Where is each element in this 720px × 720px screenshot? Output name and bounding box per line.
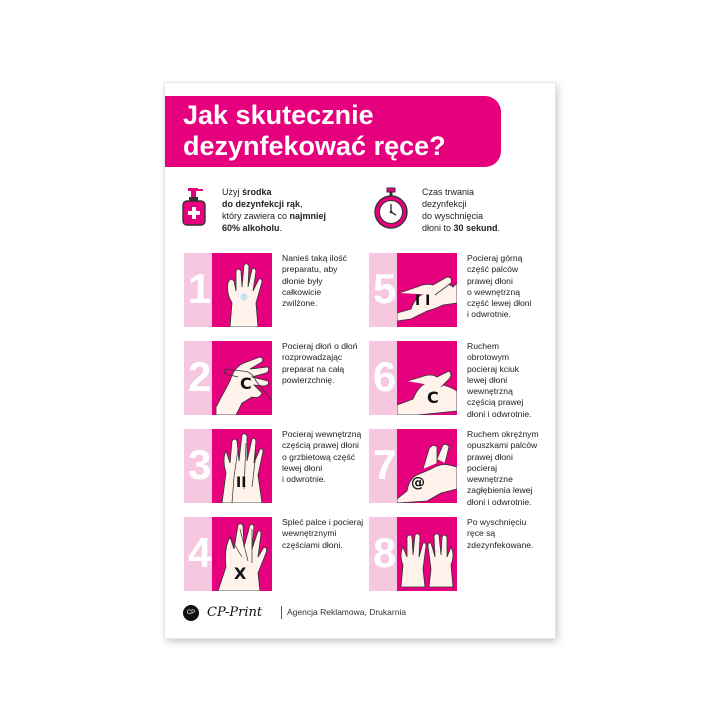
svg-text:X: X	[234, 564, 247, 583]
hand-illustration-3	[212, 429, 272, 503]
step-number: 1	[188, 265, 212, 312]
hand-illustration-1	[212, 253, 272, 327]
svg-text:II: II	[236, 475, 247, 491]
footer-divider	[281, 606, 282, 619]
step-number: 2	[188, 353, 212, 400]
step-5	[369, 253, 551, 329]
title-line-1: Jak skutecznie	[183, 100, 374, 130]
svg-text:I I: I I	[415, 293, 431, 309]
svg-text:C: C	[427, 388, 439, 407]
title-banner	[165, 96, 501, 167]
step-number-tile	[184, 429, 212, 503]
step-number-tile	[369, 341, 397, 415]
step-number: 3	[188, 441, 212, 488]
step-2	[184, 341, 366, 417]
step-text: Spleć palce i pocieraj wewnętrznymi częściami dłoni.	[282, 517, 364, 550]
step-text: Po wyschnięciu ręce są zdezynfekowane.	[467, 517, 534, 550]
company-logo-icon: CP	[183, 605, 199, 621]
step-number: 4	[188, 529, 212, 576]
company-logo-wordmark: CP-Print	[207, 605, 263, 620]
intro-right-text: Czas trwania dezynfekcji do wyschnięcia dłoni to 30 sekund.	[422, 187, 501, 233]
step-3	[184, 429, 366, 505]
title-line-2: dezynfekować ręce?	[183, 131, 446, 161]
footer	[183, 605, 483, 625]
step-number: 7	[373, 441, 397, 488]
step-1	[184, 253, 366, 329]
step-number: 6	[373, 353, 397, 400]
stopwatch-icon	[371, 187, 411, 229]
step-6	[369, 341, 551, 417]
step-number-tile	[184, 253, 212, 327]
step-text: Ruchem okrężnym opuszkami palców prawej dłoni pocieraj wewnętrzne zagłębienia lewej dłoni i odwrotnie.	[467, 429, 539, 507]
hand-illustration-8	[397, 517, 457, 591]
page-title	[183, 100, 446, 162]
sanitizer-bottle-icon	[179, 187, 211, 227]
svg-text:C: C	[240, 374, 252, 393]
step-number-tile	[184, 517, 212, 591]
step-number-tile	[369, 517, 397, 591]
poster	[165, 83, 555, 638]
step-number-tile	[184, 341, 212, 415]
step-text: Ruchem obrotowym pocieraj kciuk lewej dłoni wewnętrzną częścią prawej dłoni i odwrotnie.	[467, 341, 532, 419]
step-number-tile	[369, 429, 397, 503]
step-number-tile	[369, 253, 397, 327]
intro-left-text: Użyj środka do dezynfekcji rąk, który zawiera co najmniej 60% alkoholu.	[222, 187, 327, 233]
step-number: 8	[373, 529, 397, 576]
hand-illustration-6	[397, 341, 457, 415]
hand-illustration-4	[212, 517, 272, 591]
hand-illustration-5	[397, 253, 457, 327]
svg-text:@: @	[411, 475, 425, 491]
hand-illustration-2	[212, 341, 272, 415]
step-8	[369, 517, 551, 593]
step-text: Pocieraj wewnętrzną częścią prawej dłoni o grzbietową część lewej dłoni i odwrotnie.	[282, 429, 362, 485]
step-number: 5	[373, 265, 397, 312]
step-text: Nanieś taką ilość preparatu, aby dłonie były całkowicie zwilżone.	[282, 253, 347, 309]
step-text: Pocieraj dłoń o dłoń rozprowadzając preparat na całą powierzchnię.	[282, 341, 358, 385]
step-4	[184, 517, 366, 593]
step-text: Pocieraj górną część palców prawej dłoni o wewnętrzną część lewej dłoni i odwrotnie.	[467, 253, 532, 320]
hand-illustration-7	[397, 429, 457, 503]
footer-tagline: Agencja Reklamowa, Drukarnia	[287, 607, 407, 617]
step-7	[369, 429, 551, 505]
